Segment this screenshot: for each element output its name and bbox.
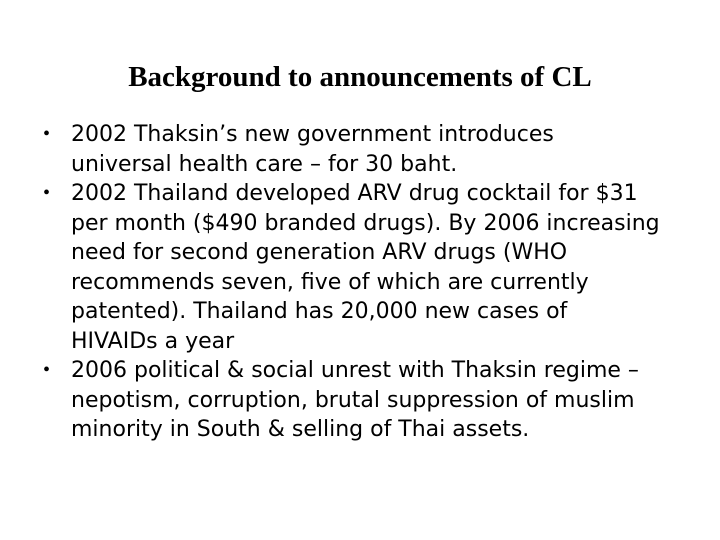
- bullet-icon: •: [43, 359, 51, 381]
- bullet-icon: •: [43, 182, 51, 204]
- bullet-text: 2006 political & social unrest with Thaksin regime – nepotism, corruption, brutal suppression of muslim minority in South & selling of Thai assets.: [71, 358, 639, 442]
- bullet-icon: •: [43, 123, 51, 145]
- bullet-item-political-unrest: [40, 356, 660, 445]
- bullet-item-universal-health-care: [40, 120, 660, 179]
- bullet-text: 2002 Thaksin’s new government introduces universal health care – for 30 baht.: [71, 122, 554, 177]
- bullet-text: 2002 Thailand developed ARV drug cocktail for $31 per month ($490 branded drugs). By 2006 increasing need for second generation ARV drugs (WHO recommends seven, five of which are currently patented). Thailand has 20,000 new cases of HIVAIDs a year: [71, 181, 660, 354]
- slide-title: Background to announcements of CL: [128, 61, 592, 93]
- bullet-list: [40, 120, 660, 445]
- bullet-item-arv-drug-cocktail: [40, 179, 660, 356]
